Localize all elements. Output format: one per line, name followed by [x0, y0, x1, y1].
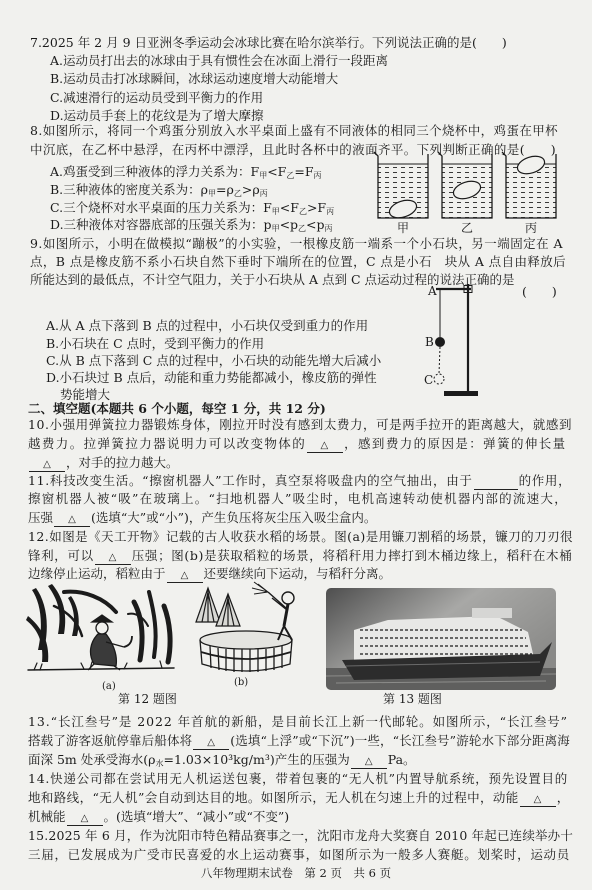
figure-13-ship-photo [326, 588, 556, 690]
beaker-label-bing: 丙 [525, 221, 538, 235]
question-11-line-2: 擦窗机器人被“吸”在玻璃上。“扫地机器人”吸尘时，电机高速转动使机器内部的流速大， [28, 491, 568, 506]
question-7-option-a: A.运动员打出去的冰球由于具有惯性会在冰面上滑行一段距离 [50, 53, 389, 68]
question-15-line-1: 15.2025 年 6 月，作为沈阳市特色精品赛事之一，沈阳市龙舟大奖赛自 2010 年起已连续举办十 [28, 828, 573, 843]
question-8-option-b: B.三种液体的密度关系为：$\rho_甲=\rho_乙>\rho_丙$ [50, 182, 268, 198]
question-8-option-a: A.鸡蛋受到三种液体的浮力关系为：$F_甲<F_乙=F_丙$ [50, 164, 322, 180]
question-10-line-1: 10.小强用弹簧拉力器锻炼身体，刚拉开时没有感到太费力，可是两手拉开的距离越大，就感到 [28, 417, 573, 432]
subscript: 甲 [271, 224, 280, 233]
question-9-stem-line-2: 点，B 点是橡皮筋不系小石块自然下垂时下端所在的位置，C 点是小石 块从 A 点自由释放后 [30, 254, 566, 269]
question-9-stem-line-1: 9.如图所示，小明在做模拟“蹦极”的小实验，一根橡皮筋一端系一个小石块，另一端固定在 A [30, 236, 563, 251]
beaker-yi [438, 152, 492, 218]
question-11-line-1: 11.科技改变生活。“擦窗机器人”工作时，真空泵将吸盘内的空气抽出，由于 的作用， [28, 473, 572, 488]
subscript: 甲 [208, 189, 217, 198]
beaker-label-yi: 乙 [461, 221, 474, 235]
beakers-figure [368, 150, 562, 222]
subscript: 丙 [313, 171, 322, 180]
question-8-stem-line-1: 8.如图所示，将同一个鸡蛋分别放入水平桌面上盛有不同液体的相同三个烧杯中，鸡蛋在甲杯 [30, 123, 558, 138]
question-9-option-c: C.从 B 点下落到 C 点的过程中，小石块的动能先增大后减小 [46, 353, 382, 368]
answer-blank: △ [351, 755, 387, 769]
figure-12-caption: 第 12 题图 [118, 692, 177, 706]
answer-blank: △ [520, 793, 556, 807]
question-9-option-a: A.从 A 点下落到 B 点的过程中，小石块仅受到重力的作用 [46, 318, 369, 333]
subscript: 甲 [259, 171, 268, 180]
question-9-option-d-line-2: 势能增大 [60, 387, 111, 402]
subscript: 乙 [298, 207, 307, 216]
beaker-label-jia: 甲 [397, 221, 410, 235]
question-9-answer-bracket: ( ) [522, 284, 557, 299]
figure-12b-illustration [188, 582, 312, 674]
stone [435, 337, 445, 347]
point-label-b: B [425, 335, 434, 349]
question-7-option-c: C.减速滑行的运动员受到平衡力的作用 [50, 90, 264, 105]
section-2-heading: 二、填空题(本题共 6 个小题，每空 1 分，共 12 分) [28, 401, 326, 416]
question-9-option-b: B.小石块在 C 点时，受到平衡力的作用 [46, 336, 265, 351]
subscript: 水 [155, 759, 164, 768]
point-label-a: A [428, 284, 437, 298]
figure-12a-illustration [24, 584, 180, 676]
point-label-c: C [424, 373, 434, 387]
farmer-figure [88, 615, 132, 670]
answer-blank: △ [67, 812, 103, 826]
answer-blank: △ [167, 569, 203, 583]
question-11-line-3: 压强 △ (选填“大”或“小”)，产生负压将灰尘压入吸尘盒内。 [28, 510, 377, 525]
question-14-line-1: 14.快递公司都在尝试用无人机运送包裹，带着包裹的“无人机”内置导航系统，预先设置目的 [28, 771, 568, 786]
answer-blank: △ [54, 513, 90, 527]
subscript: 丙 [324, 224, 333, 233]
page-footer: 八年物理期末试卷 第 2 页 共 6 页 [200, 866, 392, 880]
question-15-line-2: 三届，已发展成为广受市民喜爱的水上运动赛事，如图所示为一般多人赛艇。划桨时，运动员 [28, 847, 570, 862]
question-7-option-b: B.运动员击打冰球瞬间，冰球运动速度增大动能增大 [50, 71, 339, 86]
subscript: 乙 [233, 189, 242, 198]
figure-13-caption: 第 13 题图 [383, 692, 442, 706]
figure-12b-label: (b) [234, 677, 249, 688]
question-13-line-3: 面深 5m 处承受海水$(\rho_水=1.03\times 10^3kg/m^3)$产生的压强为 △ Pa。 [28, 752, 416, 768]
question-9-option-d-line-1: D.小石块过 B 点后，动能和重力势能都减小，橡皮筋的弹性 [46, 370, 377, 385]
answer-blank: △ [95, 551, 131, 565]
answer-blank: △ [193, 736, 229, 750]
question-12-line-2: 锋利，可以 △ 压强；图(b)是获取稻粒的场景，将稻秆用力摔打到木桶边缘上，稻秆在木桶 [28, 548, 573, 563]
question-14-line-2: 地和路线，“无人机”会自动到达目的地。如图所示，无人机在匀速上升的过程中，动能 △ ， [28, 790, 570, 805]
question-10-line-2: 越费力。拉弹簧拉力器说明力可以改变物体的 △ ，感到费力的原因是：弹簧的伸长量 [28, 436, 567, 451]
subscript: 丙 [326, 207, 335, 216]
question-12-line-3: 边缘停止运动，稻粒由于 △ 还要继续向下运动，与稻秆分离。 [28, 566, 392, 581]
question-10-line-3: △ ，对手的拉力越大。 [28, 454, 179, 472]
question-7-option-d: D.运动员手套上的花纹是为了增大摩擦 [50, 108, 264, 123]
question-14-line-3: 机械能 △ 。(选填“增大”、“减小”或“不变”) [28, 809, 290, 824]
question-12-line-1: 12.如图是《天工开物》记载的古人收获水稻的场景。图(a)是用镰刀割稻的场景，镰刀的刀刃很 [28, 529, 573, 544]
subscript: 乙 [286, 171, 295, 180]
answer-blank: △ [307, 439, 343, 453]
beaker-jia [374, 152, 428, 221]
stone-lowest-position [434, 374, 444, 384]
stretched-band [439, 347, 440, 374]
question-9-stem-line-3: 所能达到的最低点，不计空气阻力，关于小石块从 A 点到 C 点运动过程的说法正确的是 [30, 272, 515, 287]
subscript: 乙 [298, 224, 307, 233]
subscript: 丙 [259, 189, 268, 198]
rice-sheaves [196, 588, 240, 626]
question-7-stem: 7.2025 年 2 月 9 日亚洲冬季运动会冰球比赛在哈尔滨举行。下列说法正确的是( ) [30, 35, 507, 50]
beaker-bing [502, 152, 556, 218]
answer-blank: △ [29, 458, 65, 472]
figure-12a-label: (a) [102, 681, 116, 692]
question-8-option-d: D.三种液体对容器底部的压强关系为：$p_甲<p_乙<p_丙$ [50, 217, 333, 233]
question-13-line-2: 搭载了游客返航停靠后船体将 △ (选填“上浮”或“下沉”)一些，“长江叁号”游轮水下部分距离海 [28, 733, 570, 748]
answer-blank [474, 476, 518, 490]
subscript: 甲 [271, 207, 280, 216]
question-13-line-1: 13.“长江叁号”是 2022 年首航的新船，是目前长江上新一代邮轮。如图所示，“长江叁号” [28, 714, 568, 729]
question-8-stem-line-2: 中沉底，在乙杯中悬浮，在丙杯中漂浮，且此时各杯中的液面齐平。下列判断正确的是( ) [30, 142, 557, 157]
question-8-option-c: C.三个烧杯对水平桌面的压力关系为：$F_甲<F_乙>F_丙$ [50, 200, 335, 216]
